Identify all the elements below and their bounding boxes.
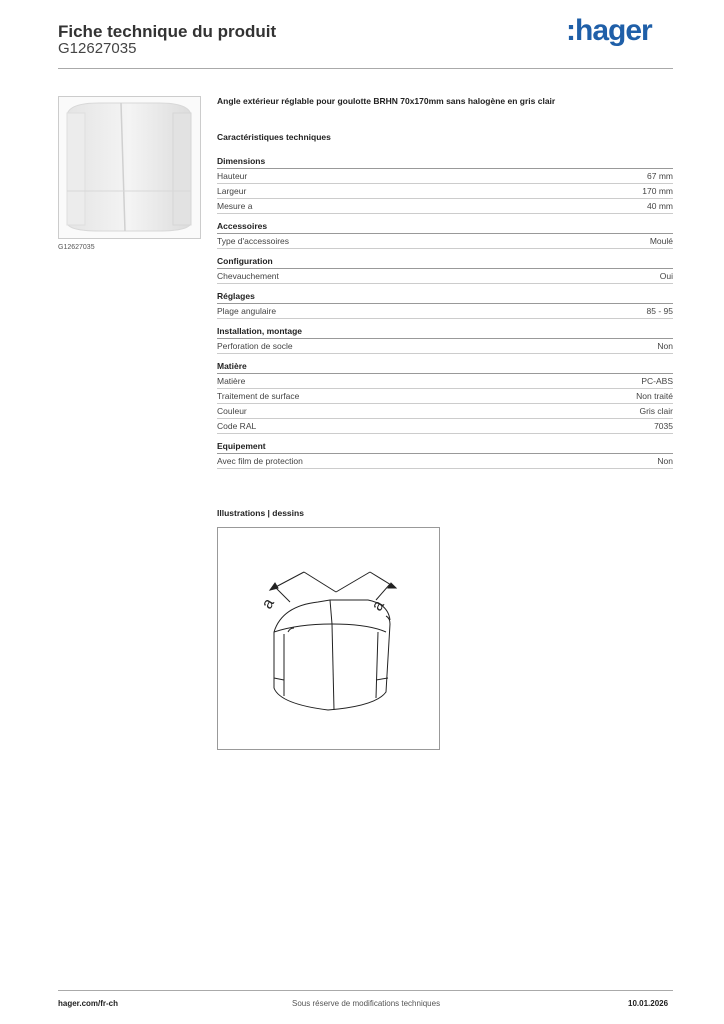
spec-value: PC-ABS	[641, 376, 673, 386]
spec-label: Traitement de surface	[217, 391, 300, 401]
photo-caption: G12627035	[58, 244, 95, 251]
spec-label: Mesure a	[217, 201, 253, 211]
dimension-label-right: a	[368, 597, 388, 614]
product-code: G12627035	[58, 40, 137, 57]
spec-label: Chevauchement	[217, 271, 279, 281]
spec-row	[217, 269, 673, 284]
spec-row	[217, 374, 673, 389]
spec-value: Non traité	[636, 391, 673, 401]
section-title: Réglages	[217, 291, 673, 304]
footer-date: 10.01.2026	[628, 999, 669, 1008]
spec-row	[217, 234, 673, 249]
spec-content	[217, 96, 673, 476]
spec-label: Plage angulaire	[217, 306, 277, 316]
footer-website-link[interactable]: hager.com/fr-ch	[58, 999, 119, 1008]
spec-row	[217, 454, 673, 469]
technical-drawing	[217, 527, 440, 750]
spec-value: Moulé	[649, 236, 673, 246]
spec-row	[217, 169, 673, 184]
spec-row	[217, 339, 673, 354]
spec-value: 7035	[654, 421, 673, 431]
section-title: Equipement	[217, 441, 673, 454]
section-dimensions	[217, 156, 673, 214]
spec-label: Perforation de socle	[217, 341, 293, 351]
product-photo	[58, 96, 201, 239]
page-title: Fiche technique du produit	[58, 22, 277, 41]
spec-row	[217, 389, 673, 404]
section-matiere	[217, 361, 673, 434]
spec-row	[217, 419, 673, 434]
section-accessoires	[217, 221, 673, 249]
logo-dots-icon: :	[566, 14, 575, 47]
spec-row	[217, 199, 673, 214]
spec-value: 170 mm	[642, 186, 673, 196]
spec-row	[217, 304, 673, 319]
spec-label: Largeur	[217, 186, 247, 196]
section-title: Installation, montage	[217, 326, 673, 339]
section-title: Dimensions	[217, 156, 673, 169]
spec-label: Code RAL	[217, 421, 257, 431]
section-configuration	[217, 256, 673, 284]
header-divider	[58, 68, 673, 69]
spec-value: Non	[657, 341, 673, 351]
section-title: Accessoires	[217, 221, 673, 234]
brand-name: hager	[575, 14, 652, 47]
spec-value: Gris clair	[639, 406, 673, 416]
section-reglages	[217, 291, 673, 319]
spec-value: 67 mm	[647, 171, 673, 181]
spec-label: Couleur	[217, 406, 247, 416]
spec-label: Type d'accessoires	[217, 236, 290, 246]
section-equipement	[217, 441, 673, 469]
dimension-label-left: a	[258, 595, 278, 612]
spec-label: Hauteur	[217, 171, 248, 181]
illustrations-title: Illustrations | dessins	[217, 508, 304, 518]
section-installation	[217, 326, 673, 354]
product-description: Angle extérieur réglable pour goulotte BRHN 70x170mm sans halogène en gris clair	[217, 96, 556, 106]
spec-row	[217, 404, 673, 419]
spec-value: 85 - 95	[646, 306, 673, 316]
spec-label: Matière	[217, 376, 246, 386]
spec-label: Avec film de protection	[217, 456, 303, 466]
section-title: Configuration	[217, 256, 673, 269]
spec-value: Non	[657, 456, 673, 466]
section-title: Matière	[217, 361, 673, 374]
brand-logo	[566, 14, 652, 48]
tech-title: Caractéristiques techniques	[217, 132, 331, 142]
spec-row	[217, 184, 673, 199]
spec-value: Oui	[659, 271, 673, 281]
footer-divider	[58, 990, 673, 991]
spec-value: 40 mm	[647, 201, 673, 211]
footer-disclaimer: Sous réserve de modifications techniques	[292, 999, 441, 1008]
